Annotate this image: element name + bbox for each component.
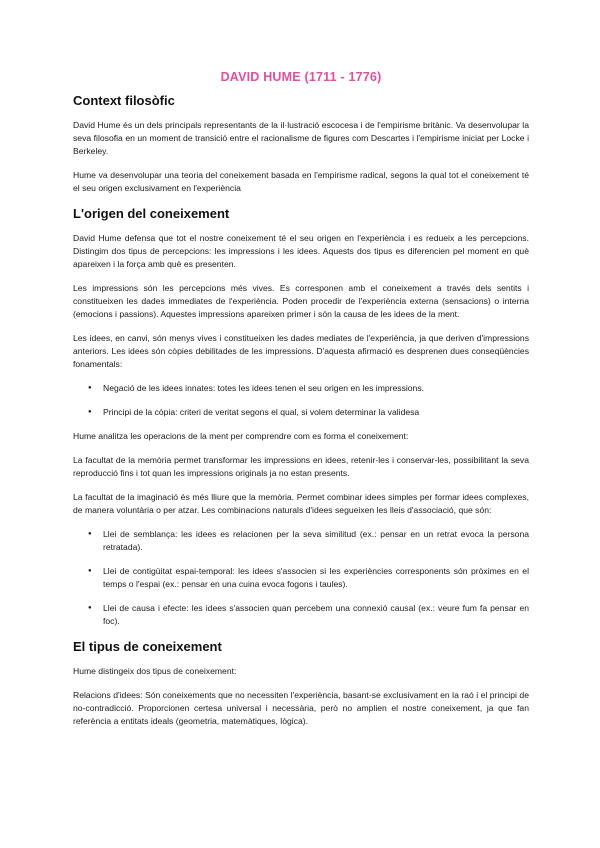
list-item: ● Negació de les idees innates: totes les idees tenen el seu origen en les impressions. — [73, 382, 529, 395]
paragraph: Les idees, en canvi, són menys vives i constitueixen les dades mediates de l'experiència, ja que deriven d'impressions anteriors. Les idees són còpies debilitades de les impressions. D'aquesta afirmació es desprenen dues conseqüències fonamentals: — [73, 333, 529, 369]
association-laws-list — [73, 528, 529, 628]
list-item: ● Llei de semblança: les idees es relacionen per la seva similitud (ex.: pensar en un retrat evoca la persona retratada). — [73, 528, 529, 554]
section-context — [73, 93, 529, 195]
section-origin — [73, 206, 529, 628]
section-types — [73, 639, 529, 728]
document-title: DAVID HUME (1711 - 1776) — [220, 70, 382, 84]
list-item: ● Llei de causa i efecte: les idees s'associen quan percebem una connexió causal (ex.: veure fum fa pensar en foc). — [73, 602, 529, 628]
list-item: ● Principi de la còpia: criteri de veritat segons el qual, si volem determinar la validesa — [73, 406, 529, 419]
paragraph: La facultat de la imaginació és més lliure que la memòria. Permet combinar idees simples per formar idees complexes, de manera voluntària o per atzar. Les combinacions naturals d'idees segueixen les lleis d'associació, que són: — [73, 492, 529, 515]
consequences-list — [73, 382, 529, 419]
paragraph: Hume distingeix dos tipus de coneixement: — [73, 666, 237, 676]
paragraph: La facultat de la memòria permet transformar les impressions en idees, retenir-les i conservar-les, possibilitant la seva reproducció fins i tot quan les impressions originals ja no estan presents. — [73, 455, 529, 478]
paragraph: Hume va desenvolupar una teoria del coneixement basada en l'empirisme radical, segons la qual tot el coneixement té el seu origen exclusivament en l'experiència — [73, 170, 529, 193]
section-heading-context: Context filosòfic — [73, 93, 175, 108]
paragraph: David Hume és un dels principals representants de la il·lustració escocesa i de l'empirisme britànic. Va desenvolupar la seva filosofia en un moment de transició entre el racionalisme de figures com Descartes i l'empirisme iniciat per Locke i Berkeley. — [73, 120, 529, 156]
list-item: ● Llei de contigüitat espai-temporal: les idees s'associen si les experiències corresponents són pròximes en el temps o l'espai (ex.: pensar en una cuina evoca fogons i taules). — [73, 565, 529, 591]
paragraph: Hume analitza les operacions de la ment per comprendre com es forma el coneixement: — [73, 431, 409, 441]
document-page — [73, 70, 529, 739]
paragraph: Les impressions són les percepcions més vives. Es corresponen amb el coneixement a través dels sentits i constitueixen les dades immediates de l'experiència. Poden procedir de l'experiència externa (sensacions) o interna (emocions i passions). Aquestes impressions apareixen primer i són la causa de les idees de la ment. — [73, 283, 529, 319]
paragraph: Relacions d'idees: Són coneixements que no necessiten l'experiència, basant-se exclusivament en la raó i el principi de no-contradicció. Proporcionen certesa universal i necessària, però no amplien el nostre coneixement, ja que fan referència a entitats ideals (geometria, matemàtiques, lògica). — [73, 690, 529, 726]
section-heading-types: El tipus de coneixement — [73, 639, 222, 654]
section-heading-origin: L'origen del coneixement — [73, 206, 230, 221]
paragraph: David Hume defensa que tot el nostre coneixement té el seu origen en l'experiència i es redueix a les percepcions. Distingim dos tipus de percepcions: les impressions i les idees. Aquests dos tipus es diferencien pel moment en què apareixen i la força amb què es presenten. — [73, 233, 529, 269]
